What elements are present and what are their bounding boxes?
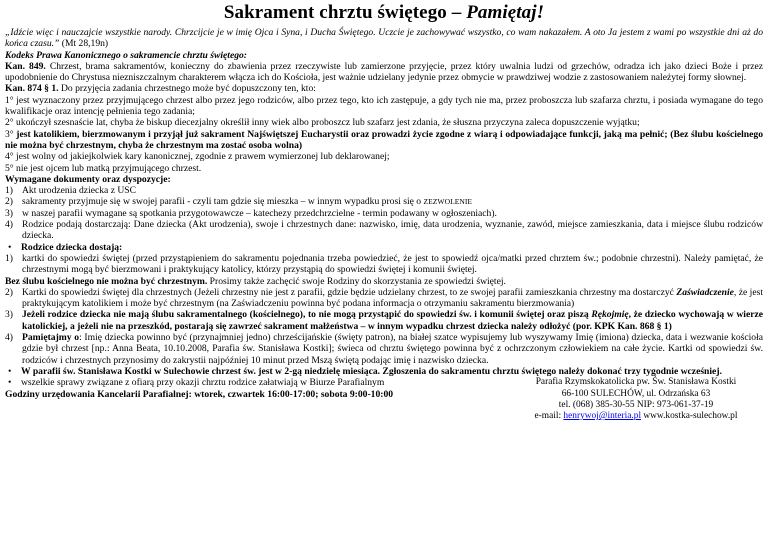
- child-item-3-text-b: , że dziecko wychowają w wierze katolickiej, a jeżeli nie na przeszkód, postarają się zawrzeć sakrament małżeństwa – w innym wypadku chrzest dziecka należy odłożyć (por. KPK Kan. 868 § 1): [22, 309, 763, 332]
- footer-left: [5, 377, 505, 400]
- child-item-4: [5, 332, 763, 366]
- title-emphasis: Pamiętaj!: [466, 2, 545, 23]
- canon-874: [5, 83, 763, 94]
- bullet-icon: •: [8, 365, 12, 377]
- footer: [5, 377, 763, 422]
- child-item-text: [22, 309, 763, 332]
- child-item-text: [22, 332, 763, 366]
- document-item: [5, 208, 763, 219]
- office-hours: Godziny urzędowania Kancelarii Parafialnej: wtorek, czwartek 16:00-17:00; sobota 9:00-10:00: [5, 388, 394, 400]
- child-item-text: [22, 287, 763, 310]
- document-item: [5, 185, 763, 196]
- document-item-num: 1): [5, 185, 13, 197]
- page-title: [5, 2, 763, 24]
- document-item-text-main: sakramenty przyjmuje się w swojej parafii - czyli tam gdzie się mieszka – w innym wypadku prosi się o: [22, 196, 424, 208]
- permission-term: ZEZWOLENIE: [423, 197, 472, 207]
- canon-849-text: Chrzest, brama sakramentów, konieczny do zbawienia przez rzeczywiste lub zamierzone przyjęcie, przez który uwalnia ludzi od grzechów, odradza ich jako dzieci Boże i przez upodobnienie do Chrystusa niezniszczalnym charakterem włącza ich do Kościoła, jest ważnie udzielany jedynie przez obmycie w prawdziwej wodzie z zastosowaniem należytej formy słownej.: [5, 60, 764, 84]
- requirement-2: 2° ukończył szesnaście lat, chyba że biskup diecezjalny określił inny wiek albo proboszcz lub szafarz jest zdania, że słuszna przyczyna zaleca dopuszczenie wyjątku;: [5, 117, 640, 129]
- canon-874-text: Do przyjęcia zadania chrzestnego może być dopuszczony ten, kto:: [58, 83, 316, 95]
- child-item-4-text: : Imię dziecka powinno być (przynajmniej jedno) chrześcijańskie (święty patron), na białej szatce wypisujemy lub wyszywamy Imię (imiona) dziecka, data i wezwanie kościoła gdzie był chrzest [np.: Anna Beata, 10.10.2008, Parafia św. Stanisława Kostki]; świeca od chrztu świętego powinna być z ochrzczonym człowiekiem na całe życie. Kartki od spowiedzi św. rodziców i chrzestnych przynosimy do zakrystii najpóźniej 10 minut przed Mszą świętą podając imię i nazwisko dziecka.: [22, 332, 764, 366]
- child-item-1: [5, 253, 763, 276]
- canon-874-label: Kan. 874 § 1.: [5, 83, 59, 95]
- document-page: [5, 2, 764, 422]
- child-item-3: [5, 309, 763, 332]
- parish-phone: tel. (068) 385-30-55 NIP: 973-061-37-19: [558, 399, 714, 410]
- document-item: [5, 196, 763, 207]
- document-item-text: [22, 196, 763, 207]
- certificate-term: Zaświadczenie: [676, 286, 734, 298]
- quote-text: „Idźcie więc i nauczajcie wszystkie narody. Chrzcijcie je w imię Ojca i Syna, i Ducha Świętego. Uczcie je zachowywać wszystko, co wam nakazałem. A oto Ja jestem z wami po wszystkie dni aż do końca czasu.”: [5, 27, 763, 50]
- title-main: Sakrament chrztu świętego –: [223, 2, 467, 23]
- bullet-item: [5, 366, 763, 377]
- documents-heading: Wymagane dokumenty oraz dyspozycje:: [5, 173, 171, 185]
- document-item-num: 3): [5, 207, 13, 219]
- child-item-num: 3): [5, 309, 13, 321]
- requirement-3: [5, 129, 763, 152]
- offering-note: wszelkie sprawy związane z ofiarą przy okazji chrztu rodzice załatwiają w Biurze Parafialnym: [21, 377, 385, 389]
- parish-email-line: [509, 411, 763, 422]
- child-item-num: 4): [5, 332, 13, 344]
- parish-name: Parafia Rzymskokatolicka pw. Św. Stanisława Kostki: [535, 377, 737, 388]
- email-link[interactable]: henrywoj@interia.pl: [563, 411, 642, 422]
- child-item-num: 2): [5, 286, 13, 298]
- bullet-icon: •: [8, 241, 12, 253]
- document-item-text: w naszej parafii wymagane są spotkania przygotowawcze – katechezy przedchrzcielne - termin podawany w ogłoszeniach).: [22, 207, 497, 219]
- parish-address: 66-100 SULECHÓW, ul. Odrzańska 63: [561, 388, 711, 399]
- document-item-num: 2): [5, 196, 13, 208]
- child-item-text: kartki do spowiedzi świętej (przed przystąpieniem do sakramentu pojednania trzeba powiedzieć, że jest to spowiedź ojca/matki przed chrztem św.; podobnie chrzestni). Należy pamiętać, że chrzestnymi mogą być bierzmowani i praktykujący katolicy, którzy przystąpią do spowiedzi świętej i komunii świętej.: [22, 252, 763, 276]
- canon-849: [5, 61, 763, 84]
- intro-quote: [5, 27, 763, 50]
- pledge-term: Rękojmię: [591, 309, 629, 321]
- requirement-5: 5° nie jest ojcem lub matką przyjmującego chrzest.: [5, 162, 202, 174]
- parish-contact: [509, 377, 763, 422]
- requirement-3-text: jest katolikiem, bierzmowanym i przyjął już sakrament Najświętszej Eucharystii oraz prowadzi życie zgodne z wiarą i odpowiadające funkcji, jaką ma pełnić; (Bez ślubu kościelnego nie można być chrzestnym, chyba że chrzestnym ma zostać osoba wolna): [5, 128, 763, 151]
- child-item-2: [5, 287, 763, 310]
- document-item: [5, 219, 763, 242]
- codex-heading: Kodeks Prawa Kanonicznego o sakramencie chrztu świętego:: [5, 49, 247, 61]
- child-item-2-text-a: Kartki do spowiedzi świętej dla chrzestnych (Jeżeli chrzestny nie jest z parafii, gdzie będzie udzielany chrzest, to ze swojej parafii zamieszkania chrzestny ma dostarczyć: [22, 286, 677, 298]
- bullet-icon: •: [8, 377, 12, 389]
- remember-label: Pamiętajmy o: [22, 332, 80, 344]
- child-item-1-cont: [5, 276, 763, 287]
- child-heading: Rodzice dziecka dostają:: [21, 241, 123, 253]
- requirement-4: 4° jest wolny od jakiejkolwiek kary kanonicznej, zgodnie z prawem wymierzonej lub deklarowanej;: [5, 151, 390, 163]
- requirement-3-num: 3°: [5, 128, 17, 140]
- bullet-item: [5, 377, 505, 388]
- baptism-schedule: W parafii św. Stanisława Kostki w Sulechowie chrzest św. jest w 2-gą niedzielę miesiąca. Zgłoszenia do sakramentu chrztu świętego należy dokonać trzy tygodnie wcześniej.: [21, 365, 722, 377]
- quote-reference: (Mt 28,19n): [59, 38, 109, 50]
- website-link[interactable]: www.kostka-sulechow.pl: [641, 411, 738, 422]
- requirement-1: 1° jest wyznaczony przez przyjmującego chrzest albo przez jego rodziców, albo przez tego, kto ich zastępuje, a gdy tych nie ma, przez proboszcza lub szafarza chrztu, i posiada wymagane do tego kwalifikacje oraz intencję pełnienia tego zadania;: [5, 94, 763, 118]
- bullet-item: [5, 242, 763, 253]
- email-label: e-mail:: [534, 411, 564, 422]
- no-church-wedding-note: Bez ślubu kościelnego nie można być chrzestnym.: [5, 275, 208, 287]
- document-item-num: 4): [5, 219, 13, 231]
- child-item-2-text-b: , że jest praktykującym katolikiem i może być chrzestnym (na Zaświadczeniu powinna być podana informacja o otrzymaniu sakramentu bierzmowania): [22, 286, 763, 310]
- child-item-3-text-a: Jeżeli rodzice dziecka nie mają ślubu sakramentalnego (kościelnego), to nie mogą przystąpić do spowiedzi św. i komunii świętej oraz piszą: [22, 309, 592, 321]
- canon-849-label: Kan. 849.: [5, 60, 46, 72]
- child-item-num: 1): [5, 252, 13, 264]
- encourage-confession-note: Prosimy także zachęcić swoje Rodziny do skorzystania ze spowiedzi świętej.: [207, 275, 506, 287]
- document-item-text: Akt urodzenia dziecka z USC: [22, 185, 137, 197]
- document-item-text: Rodzice podają dostarczają: Dane dziecka (Akt urodzenia), swoje i chrzestnych dane: nazwisko, imię, data urodzenia, wyznanie, zawód, miejsce zamieszkania, data i miejsce ślubu rodziców dziecka.: [22, 219, 763, 242]
